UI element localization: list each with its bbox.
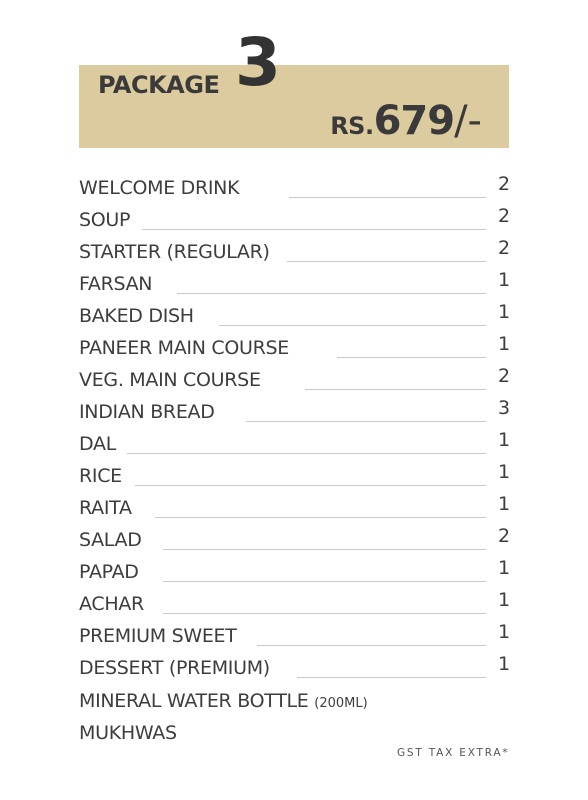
menu-item-qty: 1 — [498, 301, 511, 323]
menu-item-qty: 1 — [498, 269, 511, 291]
dotted-leader-line — [177, 293, 486, 294]
menu-item-name: PAPAD — [79, 561, 139, 583]
menu-item-dessert — [79, 653, 519, 685]
menu-item-farsan — [79, 269, 519, 301]
menu-item-name: INDIAN BREAD — [79, 401, 215, 423]
menu-item-premium-sweet — [79, 621, 519, 653]
menu-item-mineral-water — [79, 690, 519, 718]
menu-item-name: DESSERT (PREMIUM) — [79, 657, 270, 679]
menu-item-qty: 1 — [498, 493, 511, 515]
price-suffix: /- — [454, 98, 482, 144]
menu-item-raita — [79, 493, 519, 525]
menu-item-qty: 2 — [498, 237, 511, 259]
package-number: 3 — [235, 24, 281, 101]
menu-item-name: ACHAR — [79, 593, 144, 615]
menu-item-qty: 1 — [498, 589, 511, 611]
dotted-leader-line — [163, 549, 486, 550]
menu-item-papad — [79, 557, 519, 589]
package-price — [330, 98, 482, 144]
menu-item-name: WELCOME DRINK — [79, 177, 240, 199]
menu-item-name: MUKHWAS — [79, 722, 177, 744]
menu-item-name: FARSAN — [79, 273, 153, 295]
dotted-leader-line — [219, 325, 486, 326]
dotted-leader-line — [135, 485, 486, 486]
menu-item-baked-dish — [79, 301, 519, 333]
dotted-leader-line — [163, 581, 486, 582]
menu-item-name: VEG. MAIN COURSE — [79, 369, 261, 391]
menu-item-qty: 1 — [498, 429, 511, 451]
menu-item-qty: 2 — [498, 525, 511, 547]
dotted-leader-line — [305, 389, 486, 390]
menu-item-qty: 2 — [498, 205, 511, 227]
menu-item-welcome-drink — [79, 173, 519, 205]
menu-item-rice — [79, 461, 519, 493]
menu-item-qty: 2 — [498, 365, 511, 387]
dotted-leader-line — [142, 229, 486, 230]
dotted-leader-line — [337, 357, 486, 358]
package-label: PACKAGE — [98, 71, 220, 99]
menu-item-paneer-main-course — [79, 333, 519, 365]
dotted-leader-line — [127, 453, 486, 454]
menu-item-name: PANEER MAIN COURSE — [79, 337, 289, 359]
dotted-leader-line — [246, 421, 486, 422]
menu-item-name — [79, 690, 368, 712]
mineral-water-label: MINERAL WATER BOTTLE — [79, 690, 309, 712]
menu-item-soup — [79, 205, 519, 237]
menu-item-qty: 1 — [498, 557, 511, 579]
menu-item-qty: 1 — [498, 461, 511, 483]
menu-item-indian-bread — [79, 397, 519, 429]
dotted-leader-line — [297, 677, 486, 678]
mineral-water-size: (200ML) — [314, 696, 368, 711]
menu-item-qty: 2 — [498, 173, 511, 195]
menu-item-qty: 3 — [498, 397, 511, 419]
price-amount: 679 — [373, 98, 455, 144]
menu-item-name: STARTER (REGULAR) — [79, 241, 270, 263]
gst-note: GST TAX EXTRA* — [397, 747, 510, 759]
dotted-leader-line — [257, 645, 486, 646]
menu-item-mukhwas — [79, 722, 519, 750]
menu-item-name: SALAD — [79, 529, 142, 551]
dotted-leader-line — [163, 613, 486, 614]
menu-item-veg-main-course — [79, 365, 519, 397]
dotted-leader-line — [155, 517, 486, 518]
menu-item-name: RICE — [79, 465, 122, 487]
menu-item-name: DAL — [79, 433, 116, 455]
menu-item-qty: 1 — [498, 621, 511, 643]
menu-item-qty: 1 — [498, 333, 511, 355]
menu-item-dal — [79, 429, 519, 461]
dotted-leader-line — [287, 261, 486, 262]
menu-item-name: PREMIUM SWEET — [79, 625, 237, 647]
menu-item-name: RAITA — [79, 497, 132, 519]
menu-item-salad — [79, 525, 519, 557]
dotted-leader-line — [289, 197, 486, 198]
menu-item-qty: 1 — [498, 653, 511, 675]
price-currency: RS. — [330, 112, 374, 140]
menu-item-starter — [79, 237, 519, 269]
menu-item-name: SOUP — [79, 209, 131, 231]
menu-item-achar — [79, 589, 519, 621]
menu-item-name: BAKED DISH — [79, 305, 194, 327]
